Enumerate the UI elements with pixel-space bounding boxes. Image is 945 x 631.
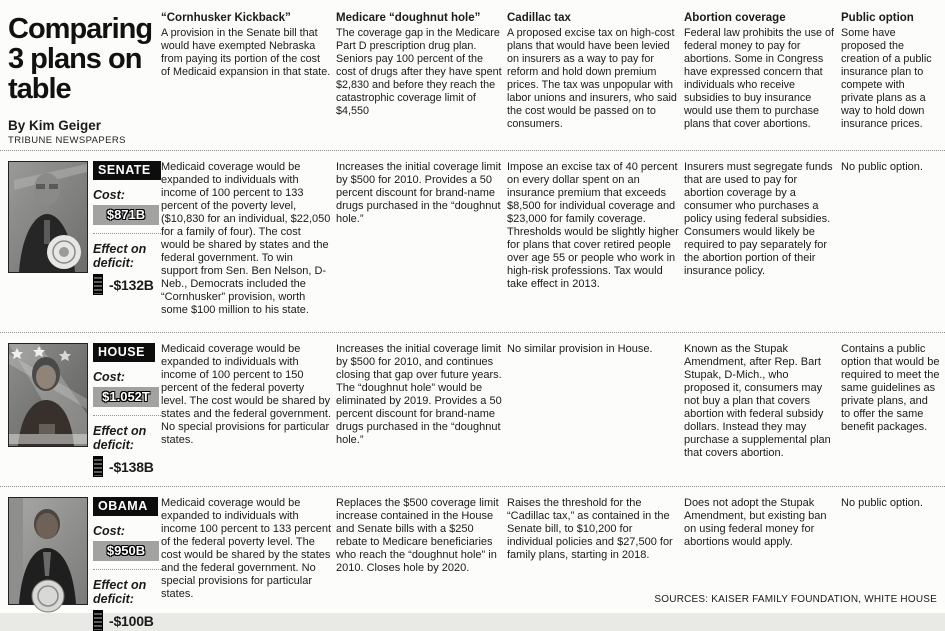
column-description: A provision in the Senate bill that would have exempted Nebraska from paying its portion of the cost of Medicaid expansion in that state. bbox=[161, 27, 331, 78]
person-photo-illustration bbox=[9, 162, 87, 272]
plan-info-senate bbox=[93, 161, 156, 332]
table-row-house bbox=[0, 332, 945, 486]
title-block bbox=[8, 12, 156, 150]
deficit-row bbox=[93, 456, 156, 477]
table-cell: Increases the initial coverage limit by $500 for 2010. Provides a 50 percent discount for brand-name drugs purchased in the “doughnut hole.” bbox=[336, 161, 502, 225]
deficit-row bbox=[93, 610, 156, 631]
header-band bbox=[0, 0, 945, 150]
money-stack-icon bbox=[93, 456, 103, 477]
table-cell: Known as the Stupak Amendment, after Rep. Bart Stupak, D-Mich., who proposed it, consumers may not buy a plan that covers abortion with federal subsidy dollars. Instead they may purchase a supplemental plan that covers abortion. bbox=[684, 343, 831, 459]
table-cell: Contains a public option that would be required to meet the same guidelines as private plans, and to offer the same benefit packages. bbox=[841, 343, 940, 433]
column-heading: Medicare “doughnut hole” bbox=[336, 12, 481, 24]
plan-label: OBAMA bbox=[93, 497, 158, 516]
cost-badge: $950B bbox=[93, 541, 159, 561]
column-description: A proposed excise tax on high-cost plans that would have been levied on insurers as a way to pay for reform and hold down premium prices. The tax was unpopular with labor unions and insurers, who said the cost would be passed on to consumers. bbox=[507, 27, 677, 130]
divider bbox=[93, 415, 163, 416]
cost-label: Cost: bbox=[93, 188, 125, 202]
obama-photo bbox=[8, 497, 88, 605]
table-cell: Medicaid coverage would be expanded to individuals with income of 100 percent to 133 percent of the poverty level, ($10,830 for an individual, $22,050 for a family of four). The cost would be shared by states and the federal government. To win support from Sen. Ben Nelson, D-Neb., Democrats included the “Cornhusker” provision, worth some $100 million to his state. bbox=[161, 161, 331, 316]
deficit-value: -$138B bbox=[109, 458, 154, 475]
column-heading: Public option bbox=[841, 12, 914, 24]
column-heading: Cadillac tax bbox=[507, 12, 571, 24]
table-cell: Does not adopt the Stupak Amendment, but existing ban on using federal money for abortions would apply. bbox=[684, 497, 827, 548]
photo-caption-band bbox=[9, 434, 87, 444]
table-cell: Increases the initial coverage limit by $500 for 2010, and continues closing that gap over future years. The “doughnut hole” would be eliminated by 2019. Provides a 50 percent discount for brand-name drugs purchased in the “doughnut hole.” bbox=[336, 343, 502, 446]
table-cell: Impose an excise tax of 40 percent on every dollar spent on an insurance premium that exceeds $8,500 for individual coverage and $23,000 for family coverage. Thresholds would be slightly higher for plans that cover retired people over age 55 or people who work in high-risk professions. Tax would take effect in 2013. bbox=[507, 161, 679, 290]
deficit-label: Effect on deficit: bbox=[93, 424, 147, 452]
table-row-senate bbox=[0, 150, 945, 332]
column-header-cadillac-tax bbox=[507, 12, 679, 150]
plan-cell-obama bbox=[8, 497, 156, 631]
house-photo bbox=[8, 343, 88, 447]
plan-info-house bbox=[93, 343, 156, 486]
money-stack-icon bbox=[93, 274, 103, 295]
column-header-abortion-coverage bbox=[684, 12, 836, 150]
column-heading: “Cornhusker Kickback” bbox=[161, 12, 291, 24]
plan-info-obama bbox=[93, 497, 156, 631]
plan-label: SENATE bbox=[93, 161, 161, 180]
deficit-value: -$100B bbox=[109, 612, 154, 629]
column-header-cornhusker bbox=[161, 12, 331, 150]
table-cell: Medicaid coverage would be expanded to individuals with income of 100 percent to 150 percent of the federal poverty level. The cost would be shared by states and the federal government. No special provisions for particular states. bbox=[161, 343, 331, 446]
table-cell: Raises the threshold for the “Cadillac tax,” as contained in the Senate bill, to $10,200 for individual policies and $27,500 for family plans, starting in 2018. bbox=[507, 497, 673, 561]
table-cell: Medicaid coverage would be expanded to individuals with income 100 percent to 133 percent of the federal poverty level. The cost would be shared by the states and the federal government. No special provisions for particular states. bbox=[161, 497, 332, 600]
table-cell: No public option. bbox=[841, 161, 923, 173]
table-cell: No public option. bbox=[841, 497, 923, 509]
plan-cell-house bbox=[8, 343, 156, 486]
table-cell: No similar provision in House. bbox=[507, 343, 653, 355]
publisher: TRIBUNE NEWSPAPERS bbox=[8, 135, 126, 146]
person-photo-illustration bbox=[9, 498, 87, 604]
deficit-value: -$132B bbox=[109, 276, 154, 293]
column-heading: Abortion coverage bbox=[684, 12, 786, 24]
cost-label: Cost: bbox=[93, 370, 125, 384]
divider bbox=[93, 233, 163, 234]
person-photo-illustration bbox=[9, 344, 87, 446]
column-description: Some have proposed the creation of a public insurance plan to compete with private plans as a way to hold down insurance prices. bbox=[841, 27, 932, 130]
plan-label: HOUSE bbox=[93, 343, 155, 362]
sources-credit: SOURCES: KAISER FAMILY FOUNDATION, WHITE HOUSE bbox=[654, 594, 937, 605]
column-header-doughnut-hole bbox=[336, 12, 502, 150]
column-header-public-option bbox=[841, 12, 940, 150]
column-description: Federal law prohibits the use of federal money to pay for abortions. Some in Congress have expressed concern that individuals who receive subsidies to buy insurance would use them to purchase plans that cover abortions. bbox=[684, 27, 835, 130]
page-title: Comparing 3 plans on table bbox=[8, 13, 153, 105]
cost-badge: $871B bbox=[93, 205, 159, 225]
deficit-label: Effect on deficit: bbox=[93, 242, 147, 270]
table-cell: Replaces the $500 coverage limit increase contained in the House and Senate bills with a $250 rebate to Medicare beneficiaries who reach the “doughnut hole” in 2010. Closes hole by 2020. bbox=[336, 497, 499, 574]
column-description: The coverage gap in the Medicare Part D prescription drug plan. Seniors pay 100 percent of the cost of drugs after they have spent $2,830 and before they reach the catastrophic coverage limit of $4,550 bbox=[336, 27, 502, 117]
senate-photo bbox=[8, 161, 88, 273]
cost-label: Cost: bbox=[93, 524, 125, 538]
cost-badge: $1.052T bbox=[93, 387, 159, 407]
byline: By Kim Geiger bbox=[8, 118, 102, 133]
divider bbox=[93, 569, 163, 570]
money-stack-icon bbox=[93, 610, 103, 631]
plan-cell-senate bbox=[8, 161, 156, 332]
table-cell: Insurers must segregate funds that are used to pay for abortion coverage by a consumer who purchases a policy using federal subsidies. Consumers would likely be required to pay separately for the abortion portion of their insurance policy. bbox=[684, 161, 833, 277]
deficit-row bbox=[93, 274, 156, 295]
deficit-label: Effect on deficit: bbox=[93, 578, 147, 606]
